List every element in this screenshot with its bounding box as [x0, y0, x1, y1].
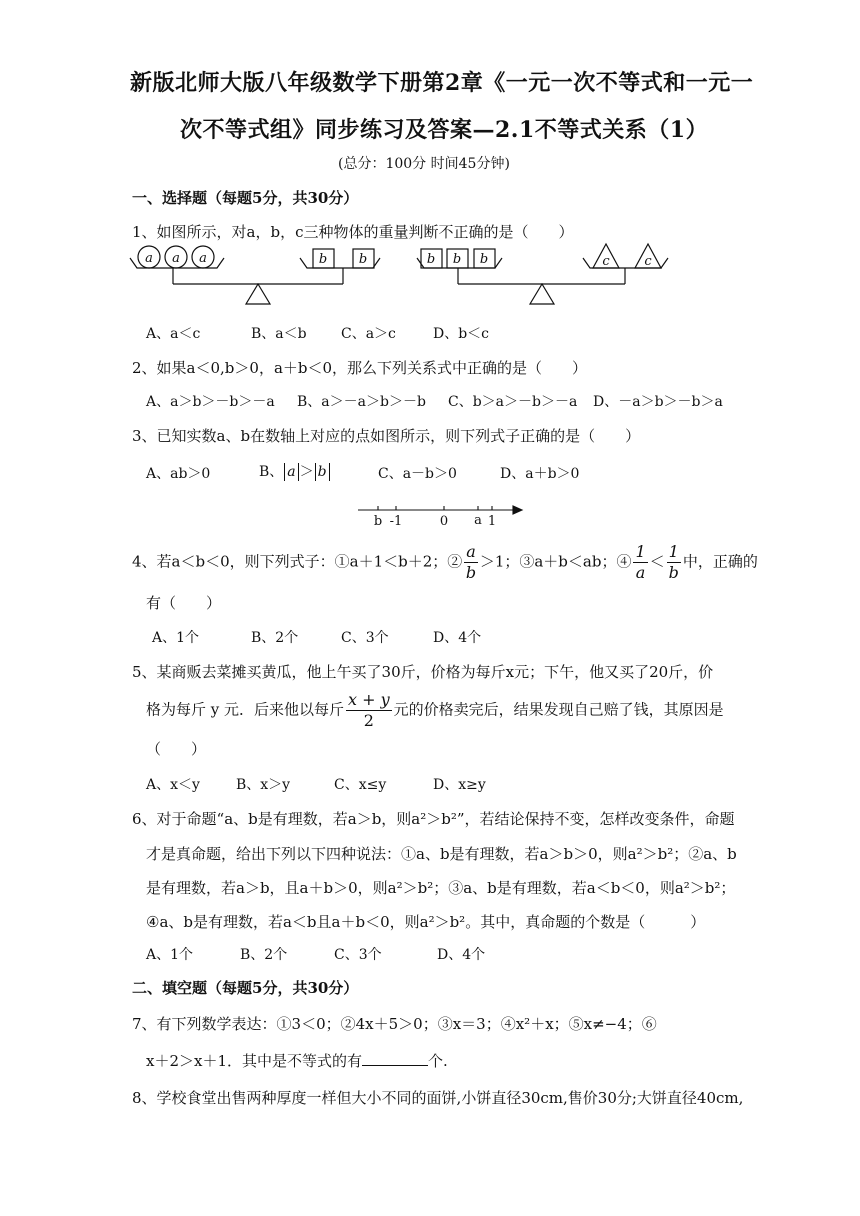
q4-option-c: C、3个: [341, 630, 389, 646]
frac-numerator: x + y: [348, 690, 390, 709]
label-b-1: b: [318, 252, 328, 267]
fraction-1-over-b: [667, 542, 681, 583]
frac-numerator: a: [466, 542, 476, 561]
question-6-line3: 是有理数，若a＞b，且a＋b＞0，则a²＞b²；③a、b是有理数，若a＜b＜0，则a²＞b²；: [146, 879, 736, 897]
page-subtitle: (总分：100分 时间45分钟): [338, 156, 510, 172]
question-1-stem: 1、如图所示，对a，b，c三种物体的重量判断不正确的是（ ）: [132, 223, 574, 241]
axis-label-1: 1: [487, 514, 497, 529]
q4-option-a: A、1个: [152, 630, 200, 646]
frac-numerator: 1: [635, 542, 646, 561]
q5-option-d: D、x≥y: [433, 777, 486, 793]
label-a-2: a: [172, 251, 180, 266]
q5-line2-post: 元的价格卖完后，结果发现自己赔了钱，其原因是: [393, 700, 724, 719]
question-4-line2: 有（ ）: [146, 594, 222, 612]
fraction-a-over-b: [464, 542, 478, 583]
q6-option-b: B、2个: [240, 947, 288, 963]
label-b-5: b: [479, 252, 489, 267]
label-c-1: c: [602, 254, 610, 269]
q4-prefix: 4、若a＜b＜0，则下列式子：①a＋1＜b＋2；②: [132, 552, 463, 571]
question-5-line3: （ ）: [146, 740, 207, 758]
label-b-4: b: [452, 252, 462, 267]
q2-option-b: B、a＞－a＞b＞－b: [297, 394, 426, 410]
axis-label-0: 0: [439, 514, 449, 529]
frac-denominator: b: [465, 563, 477, 582]
question-6-line4: ④a、b是有理数，若a＜b且a＋b＜0，则a²＞b²。其中，真命题的个数是（ ）: [146, 913, 706, 931]
q2-option-d: D、－a＞b＞－b＞a: [593, 394, 723, 410]
q7-line2-post: 个.: [428, 1052, 448, 1070]
q4-option-b: B、2个: [251, 630, 299, 646]
q3-option-d: D、a＋b＞0: [500, 466, 580, 482]
q1-option-a: A、a＜c: [146, 326, 201, 342]
label-b-3: b: [426, 252, 436, 267]
axis-label-a: a: [474, 513, 482, 528]
section-heading-choice: 一、选择题（每题5分，共30分）: [132, 189, 359, 207]
q6-option-a: A、1个: [146, 947, 194, 963]
q4-post: 中，正确的: [682, 552, 758, 571]
frac-denominator: a: [635, 563, 646, 582]
question-8-line1: 8、学校食堂出售两种厚度一样但大小不同的面饼,小饼直径30cm,售价30分;大饼直径40cm,: [132, 1089, 744, 1107]
question-5-line2: [146, 690, 724, 731]
question-6-line2: 才是真命题，给出下列以下四种说法：①a、b是有理数，若a＞b＞0，则a²＞b²；②a、b: [146, 845, 737, 863]
axis-label-neg1: -1: [389, 514, 403, 529]
question-4-line1: [132, 542, 758, 583]
q6-option-d: D、4个: [437, 947, 486, 963]
number-line-figure: [350, 498, 530, 530]
label-a-3: a: [199, 251, 207, 266]
q7-line2-pre: x＋2＞x＋1．其中是不等式的有: [146, 1052, 363, 1070]
q1-option-c: C、a＞c: [341, 326, 396, 342]
q2-option-c: C、b＞a＞－b＞－a: [448, 394, 578, 410]
axis-label-b: b: [373, 514, 383, 529]
answer-blank[interactable]: [362, 1051, 428, 1066]
balance-scales-figure: [125, 240, 685, 312]
q4-option-d: D、4个: [433, 630, 482, 646]
q1-option-b: B、a＜b: [251, 326, 307, 342]
abs-b: b: [315, 463, 330, 481]
q6-option-c: C、3个: [334, 947, 382, 963]
question-7-line2: [146, 1050, 448, 1071]
q1-option-d: D、b＜c: [433, 326, 490, 342]
frac-denominator: b: [668, 563, 679, 582]
q4-lt: ＜: [649, 552, 665, 571]
frac-denominator: 2: [363, 711, 374, 730]
question-7-line1: 7、有下列数学表达：①3＜0；②4x＋5＞0；③x＝3；④x²＋x；⑤x≠−4；⑥: [132, 1015, 657, 1033]
q3-option-a: A、ab＞0: [146, 466, 211, 482]
q5-option-c: C、x≤y: [334, 777, 387, 793]
q3-option-b: [259, 461, 331, 481]
question-3-stem: 3、已知实数a、b在数轴上对应的点如图所示，则下列式子正确的是（ ）: [132, 427, 641, 445]
page-title-line1: 新版北师大版八年级数学下册第2章《一元一次不等式和一元一: [130, 70, 754, 96]
abs-a: a: [284, 463, 298, 481]
label-b-2: b: [358, 252, 368, 267]
q2-option-a: A、a＞b＞－b＞－a: [146, 394, 275, 410]
label-c-2: c: [644, 254, 652, 269]
frac-numerator: 1: [668, 542, 679, 561]
q5-line2-pre: 格为每斤 y 元．后来他以每斤: [146, 700, 345, 719]
question-2-stem: 2、如果a＜0,b＞0，a＋b＜0，那么下列关系式中正确的是（ ）: [132, 359, 588, 377]
q4-middle: ＞1；③a＋b＜ab；④: [479, 552, 632, 571]
q5-option-b: B、x＞y: [236, 777, 291, 793]
fraction-1-over-a: [633, 542, 647, 583]
question-6-line1: 6、对于命题“a、b是有理数，若a＞b，则a²＞b²”，若结论保持不变，怎样改变条件，命题: [132, 810, 735, 828]
label-a-1: a: [145, 251, 153, 266]
q5-option-a: A、x＜y: [146, 777, 200, 793]
page-title-line2: 次不等式组》同步练习及答案—2.1不等式关系（1）: [180, 117, 709, 143]
question-5-line1: 5、某商贩去菜摊买黄瓜，他上午买了30斤，价格为每斤x元；下午，他又买了20斤，价: [132, 663, 714, 681]
fraction-x-plus-y-over-2: [346, 690, 392, 731]
q3-option-b-prefix: B、: [259, 464, 284, 480]
q3-option-c: C、a－b＞0: [378, 466, 457, 482]
q3-option-b-op: ＞: [299, 464, 314, 480]
section-heading-fill: 二、填空题（每题5分，共30分）: [132, 979, 359, 997]
